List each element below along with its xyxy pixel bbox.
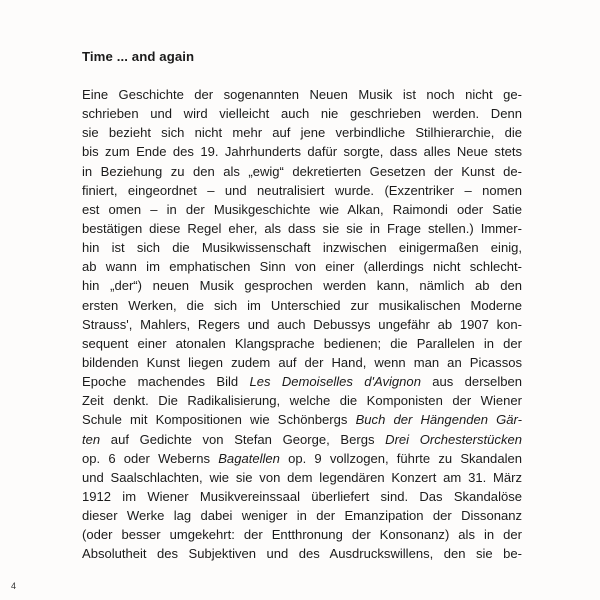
text-line: (oder besser umgekehrt: der Entthronung der Konsonanz) als in der — [82, 527, 522, 543]
text-line: sie bezieht sich nicht mehr auf jene verbindliche Stilhierarchie, die — [82, 125, 522, 141]
italic-title: ten — [82, 431, 101, 447]
text-line: hin ist sich die Musikwissenschaft inzwischen einigermaßen einig, — [82, 240, 522, 256]
italic-title: Les Demoiselles d'Avignon — [249, 374, 421, 390]
text-line: finiert, eingeordnet – und neutralisiert wurde. (Exzentriker – nomen — [82, 182, 522, 198]
text-line: schrieben und wird vielleicht auch nie geschrieben werden. Denn — [82, 106, 522, 122]
text-line: 1912 im Wiener Musikvereinssaal überliefert sind. Das Skandalöse — [82, 488, 522, 504]
text-line: ten auf Gedichte von Stefan George, Bergs Drei Orchesterstücken — [82, 431, 522, 447]
text-line: in Beziehung zu den als „ewig“ dekretierten Gesetzen der Kunst de- — [82, 163, 522, 179]
page-number: 4 — [11, 581, 17, 591]
text-line: hin „der“) neuen Musik gesprochen werden kann, nämlich ab den — [82, 278, 522, 294]
text-line: Eine Geschichte der sogenannten Neuen Musik ist noch nicht ge- — [82, 87, 522, 102]
italic-title: Buch der Hängenden Gär- — [355, 412, 522, 428]
italic-title: Bagatellen — [218, 450, 280, 466]
italic-title: Drei Orchesterstücken — [385, 431, 522, 447]
page-title: Time ... and again — [82, 49, 195, 64]
text-line: bestätigen diese Regel eher, als dass sie sie in Frage stellen.) Immer- — [82, 220, 522, 236]
text-line: bildenden Kunst liegen zudem auf der Hand, wenn man an Picassos — [82, 354, 522, 370]
text-line: und Saalschlachten, wie sie von dem legendären Konzert am 31. März — [82, 469, 522, 485]
text-line: Schule mit Kompositionen wie Schönbergs Buch der Hängenden Gär- — [82, 412, 522, 428]
text-line: Strauss', Mahlers, Regers und auch Debussys ungefähr ab 1907 kon- — [82, 316, 522, 332]
text-line: Absolutheit des Subjektiven und des Ausdruckswillens, den sie be- — [82, 546, 522, 562]
text-line: ab wann im emphatischen Sinn von einer (allerdings nicht schlecht- — [82, 259, 522, 275]
text-line: Epoche machendes Bild Les Demoiselles d'Avignon aus derselben — [82, 374, 522, 390]
text-line: Zeit denkt. Die Radikalisierung, welche die Komponisten der Wiener — [82, 393, 522, 409]
text-line: bis zum Ende des 19. Jahrhunderts dafür sorgte, dass alles Neue stets — [82, 144, 522, 160]
text-line: est omen – in der Musikgeschichte wie Alkan, Raimondi oder Satie — [82, 201, 522, 217]
text-line: sequent einer atonalen Klangsprache bedienen; die Parallelen in der — [82, 335, 522, 351]
text-line: ersten Werken, die sich im Unterschied zur musikalischen Moderne — [82, 297, 522, 313]
text-line: dieser Werke lag dabei weniger in der Emanzipation der Dissonanz — [82, 508, 522, 524]
text-line: op. 6 oder Weberns Bagatellen op. 9 vollzogen, führte zu Skandalen — [82, 450, 522, 466]
body-paragraph — [82, 85, 522, 564]
